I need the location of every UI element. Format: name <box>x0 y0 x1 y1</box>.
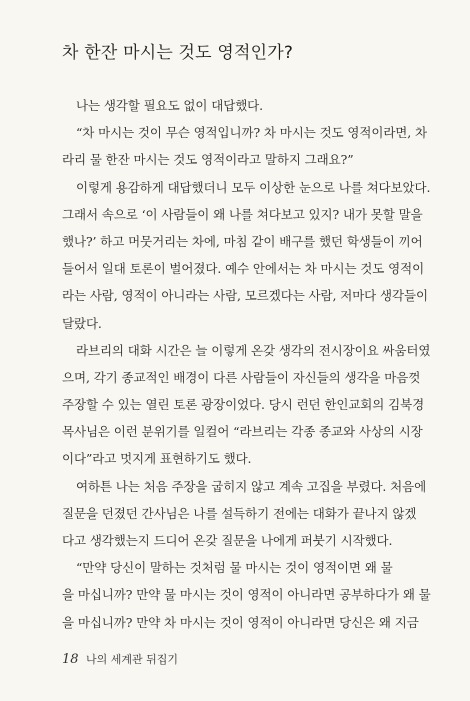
running-title: 나의 세계관 뒤집기 <box>86 653 179 666</box>
text-line: 을 마십니까? 만약 차 마시는 것이 영적이 아니라면 당신은 왜 지금 <box>62 614 419 630</box>
text-line: “만약 당신이 말하는 것처럼 물 마시는 것이 영적이면 왜 물 <box>76 560 393 576</box>
text-line: 주장할 수 있는 열린 토론 광장이었다. 당시 런던 한인교회의 김북경 <box>62 397 425 413</box>
text-line: 다고 생각했는지 드디어 온갖 질문을 나에게 퍼붓기 시작했다. <box>62 533 393 548</box>
body-text <box>62 92 434 636</box>
text-line: 라는 사람, 영적이 아니라는 사람, 모르겠다는 사람, 저마다 생각들이 <box>62 288 428 304</box>
text-line: 그래서 속으로 ‘이 사람들이 왜 나를 쳐다보고 있지? 내가 못할 말을 <box>62 206 423 222</box>
text-line: 나는 생각할 필요도 없이 대답했다. <box>76 98 264 113</box>
text-line: 목사님은 이런 분위기를 일컬어 “라브리는 각종 종교와 사상의 시장 <box>62 424 423 440</box>
text-line: “차 마시는 것이 무슨 영적입니까? 차 마시는 것도 영적이라면, 차 <box>76 125 428 141</box>
text-line: 들어서 일대 토론이 벌어졌다. 예수 안에서는 차 마시는 것도 영적이 <box>62 261 425 277</box>
text-line: 이다”라고 멋지게 표현하기도 했다. <box>62 451 252 467</box>
text-line: 했나?’ 하고 머뭇거리는 차에, 마침 같이 배구를 했던 학생들이 끼어 <box>62 233 423 249</box>
text-line: 라리 물 한잔 마시는 것도 영적이라고 말하지 그래요?” <box>62 152 354 168</box>
section-title: 차 한잔 마시는 것도 영적인가? <box>62 43 294 63</box>
page-footer <box>62 651 178 667</box>
page-number: 18 <box>62 652 79 667</box>
text-line: 여하튼 나는 처음 주장을 굽히지 않고 계속 고집을 부렸다. 처음에 <box>76 478 427 494</box>
text-line: 을 마십니까? 만약 물 마시는 것이 영적이 아니라면 공부하다가 왜 물 <box>62 587 431 603</box>
text-line: 으며, 각기 종교적인 배경이 다른 사람들이 자신들의 생각을 마음껏 <box>62 369 421 385</box>
text-line: 질문을 던졌던 간사님은 나를 설득하기 전에는 대화가 끝나지 않겠 <box>62 505 417 521</box>
text-line: 이렇게 용감하게 대답했더니 모두 이상한 눈으로 나를 쳐다보았다. <box>76 179 431 195</box>
text-line: 라브리의 대화 시간은 늘 이렇게 온갖 생각의 전시장이요 싸움터였 <box>76 342 431 358</box>
text-line: 달랐다. <box>62 315 102 331</box>
